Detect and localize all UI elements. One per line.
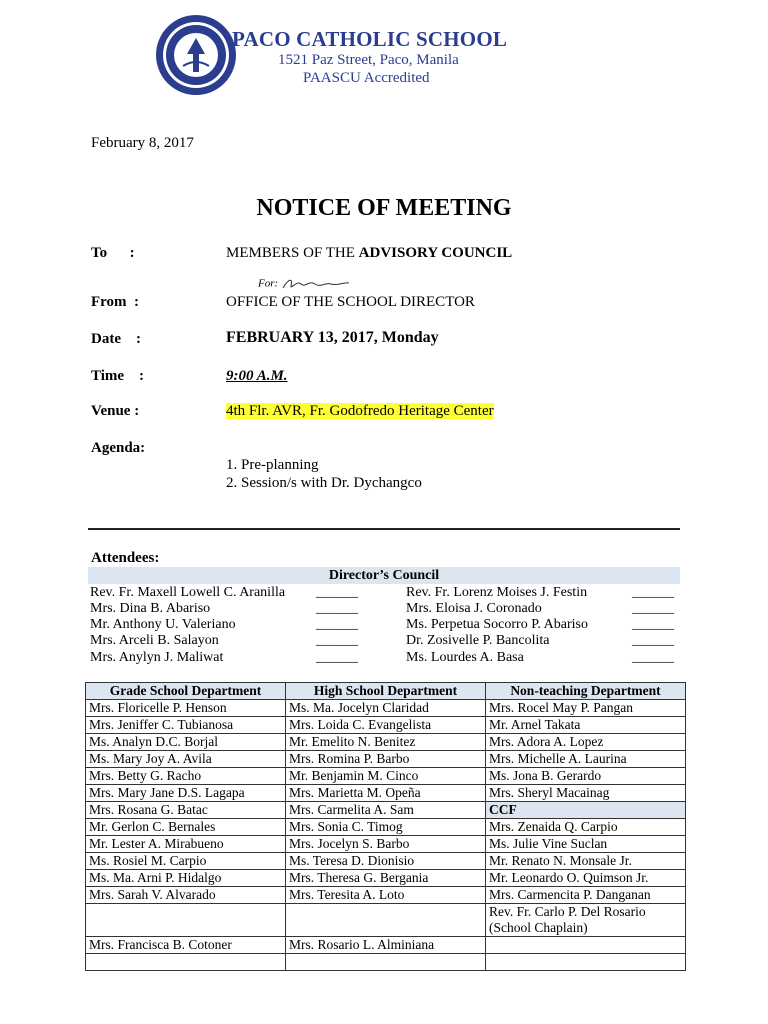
- dc-member-left: Rev. Fr. Maxell Lowell C. Aranilla: [90, 585, 286, 600]
- to-label: To :: [91, 245, 135, 261]
- table-cell: Rev. Fr. Carlo P. Del Rosario (School Chaplain): [486, 904, 686, 937]
- departments-table: [85, 682, 686, 971]
- table-cell: Mrs. Teresita A. Loto: [286, 887, 486, 904]
- directors-council-header: Director’s Council: [88, 567, 680, 584]
- dc-member-right: Ms. Lourdes A. Basa: [406, 650, 524, 665]
- dc-member-left: Mrs. Dina B. Abariso: [90, 601, 211, 616]
- for-label: For:: [258, 277, 279, 290]
- table-cell: Mrs. Rocel May P. Pangan: [486, 700, 686, 717]
- table-row: [86, 887, 686, 904]
- column-header: Non-teaching Department: [486, 683, 686, 700]
- agenda-item: 1. Pre-planning: [226, 457, 319, 473]
- table-cell: Ms. Julie Vine Suclan: [486, 836, 686, 853]
- from-label: From :: [91, 294, 140, 310]
- table-cell: Mrs. Sonia C. Timog: [286, 819, 486, 836]
- table-row: [86, 937, 686, 954]
- table-header-row: [86, 683, 686, 700]
- table-cell: Mrs. Carmencita P. Danganan: [486, 887, 686, 904]
- to-value-bold: ADVISORY COUNCIL: [358, 245, 513, 261]
- table-cell: Mrs. Jocelyn S. Barbo: [286, 836, 486, 853]
- table-cell: [486, 937, 686, 954]
- table-cell: Mrs. Sarah V. Alvarado: [86, 887, 286, 904]
- date-label: Date :: [91, 331, 141, 347]
- school-address: 1521 Paz Street, Paco, Manila: [278, 52, 459, 68]
- meeting-time: 9:00 A.M.: [226, 368, 288, 384]
- dc-member-right: Mrs. Eloisa J. Coronado: [406, 601, 542, 616]
- table-cell: Mrs. Zenaida Q. Carpio: [486, 819, 686, 836]
- to-value: [226, 245, 512, 262]
- table-cell: Mrs. Theresa G. Bergania: [286, 870, 486, 887]
- dc-signature-blank: ______: [316, 650, 358, 665]
- dc-signature-blank: ______: [632, 585, 674, 600]
- table-cell: Mr. Renato N. Monsale Jr.: [486, 853, 686, 870]
- table-cell: Mrs. Marietta M. Opeña: [286, 785, 486, 802]
- table-cell: Mr. Gerlon C. Bernales: [86, 819, 286, 836]
- table-cell: [286, 954, 486, 971]
- table-cell: Ms. Teresa D. Dionisio: [286, 853, 486, 870]
- dc-signature-blank: ______: [316, 601, 358, 616]
- table-cell: Mr. Benjamin M. Cinco: [286, 768, 486, 785]
- dc-signature-blank: ______: [316, 585, 358, 600]
- ccf-subheader: CCF: [486, 802, 686, 819]
- dc-member-right: Dr. Zosivelle P. Bancolita: [406, 633, 550, 648]
- table-row: [86, 954, 686, 971]
- dc-member-left: Mrs. Anylyn J. Maliwat: [90, 650, 224, 665]
- table-row: [86, 819, 686, 836]
- attendees-label: Attendees:: [91, 550, 160, 566]
- table-cell: Ms. Ma. Jocelyn Claridad: [286, 700, 486, 717]
- meeting-date: FEBRUARY 13, 2017, Monday: [226, 329, 439, 346]
- table-cell: [486, 954, 686, 971]
- table-cell: Mr. Leonardo O. Quimson Jr.: [486, 870, 686, 887]
- table-cell: Mrs. Floricelle P. Henson: [86, 700, 286, 717]
- table-row: [86, 751, 686, 768]
- table-cell: Mrs. Romina P. Barbo: [286, 751, 486, 768]
- table-cell: Mrs. Michelle A. Laurina: [486, 751, 686, 768]
- agenda-label: Agenda:: [91, 440, 146, 456]
- table-cell: Mrs. Rosario L. Alminiana: [286, 937, 486, 954]
- table-cell: Ms. Ma. Arni P. Hidalgo: [86, 870, 286, 887]
- table-cell: Ms. Jona B. Gerardo: [486, 768, 686, 785]
- table-cell: Mrs. Sheryl Macainag: [486, 785, 686, 802]
- column-header: High School Department: [286, 683, 486, 700]
- letter-date: February 8, 2017: [91, 135, 194, 151]
- school-seal-logo: [155, 14, 237, 96]
- dc-member-right: Ms. Perpetua Socorro P. Abariso: [406, 617, 588, 632]
- school-accreditation: PAASCU Accredited: [303, 70, 430, 86]
- table-cell: Mrs. Rosana G. Batac: [86, 802, 286, 819]
- table-row: [86, 734, 686, 751]
- dc-signature-blank: ______: [632, 650, 674, 665]
- meeting-venue: [226, 403, 494, 420]
- table-row: [86, 870, 686, 887]
- signature-scribble-icon: [281, 276, 351, 292]
- venue-label: Venue :: [91, 403, 140, 419]
- table-row: [86, 768, 686, 785]
- table-cell: Mrs. Carmelita A. Sam: [286, 802, 486, 819]
- table-cell: [86, 954, 286, 971]
- table-row: [86, 904, 686, 937]
- from-value: OFFICE OF THE SCHOOL DIRECTOR: [226, 294, 475, 310]
- table-cell: Mr. Arnel Takata: [486, 717, 686, 734]
- page-title: NOTICE OF MEETING: [256, 195, 512, 221]
- table-cell: Mrs. Mary Jane D.S. Lagapa: [86, 785, 286, 802]
- table-cell: [286, 904, 486, 937]
- school-name: PACO CATHOLIC SCHOOL: [232, 27, 508, 51]
- table-cell: Mrs. Francisca B. Cotoner: [86, 937, 286, 954]
- table-cell: [86, 904, 286, 937]
- dc-signature-blank: ______: [316, 617, 358, 632]
- table-row: [86, 700, 686, 717]
- dc-signature-blank: ______: [316, 633, 358, 648]
- table-cell: Mrs. Loida C. Evangelista: [286, 717, 486, 734]
- time-label: Time :: [91, 368, 145, 384]
- dc-signature-blank: ______: [632, 617, 674, 632]
- table-cell: Ms. Rosiel M. Carpio: [86, 853, 286, 870]
- agenda-item: 2. Session/s with Dr. Dychangco: [226, 475, 422, 491]
- dc-member-left: Mr. Anthony U. Valeriano: [90, 617, 236, 632]
- table-row: [86, 836, 686, 853]
- table-cell: Ms. Mary Joy A. Avila: [86, 751, 286, 768]
- signature: [258, 276, 351, 292]
- divider: [88, 528, 680, 530]
- table-row: [86, 853, 686, 870]
- table-row: [86, 785, 686, 802]
- table-cell: Mrs. Betty G. Racho: [86, 768, 286, 785]
- table-cell: Mr. Lester A. Mirabueno: [86, 836, 286, 853]
- venue-highlight: 4th Flr. AVR, Fr. Godofredo Heritage Center: [226, 403, 494, 419]
- dc-signature-blank: ______: [632, 601, 674, 616]
- dc-signature-blank: ______: [632, 633, 674, 648]
- table-cell: Mrs. Adora A. Lopez: [486, 734, 686, 751]
- table-cell: Mr. Emelito N. Benitez: [286, 734, 486, 751]
- table-cell: Ms. Analyn D.C. Borjal: [86, 734, 286, 751]
- dc-member-left: Mrs. Arceli B. Salayon: [90, 633, 219, 648]
- column-header: Grade School Department: [86, 683, 286, 700]
- table-cell: Mrs. Jeniffer C. Tubianosa: [86, 717, 286, 734]
- table-row: [86, 802, 686, 819]
- dc-member-right: Rev. Fr. Lorenz Moises J. Festin: [406, 585, 588, 600]
- table-row: [86, 717, 686, 734]
- to-value-prefix: MEMBERS OF THE: [226, 245, 359, 261]
